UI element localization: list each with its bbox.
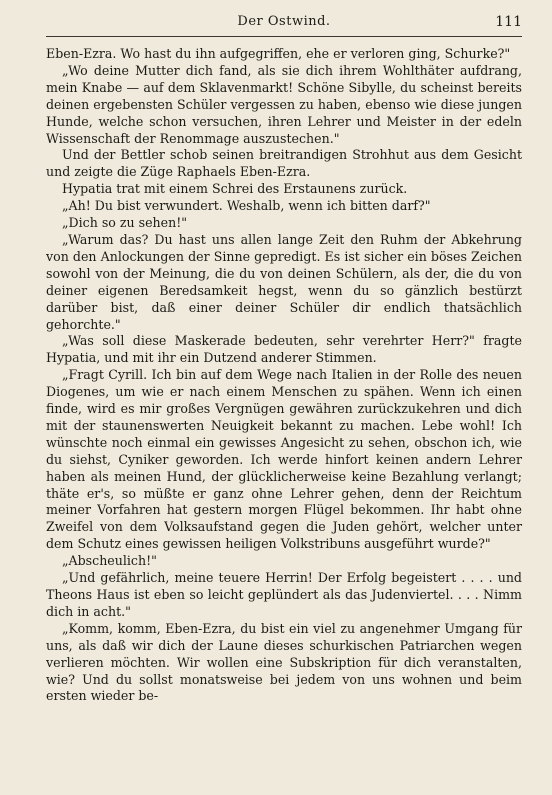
body-text	[46, 46, 522, 705]
paragraph: „Was soll diese Maskerade bedeuten, sehr verehrter Herr?" fragte Hypatia, und mit ihr ein Dutzend anderer Stimmen.	[46, 333, 522, 366]
paragraph: Hypatia trat mit einem Schrei des Erstaunens zurück.	[62, 181, 408, 197]
paragraph: „Warum das? Du hast uns allen lange Zeit den Ruhm der Abkehrung von den Anlockungen der Sinne gepredigt. Es ist sicher ein böses Zeichen sowohl von der Meinung, die du von deinen Schülern, als der, die du von deiner eigenen Beredsamkeit hegst, wenn du so gänzlich bestürzt darüber bist, daß einer deiner Schüler dir endlich thatsächlich gehorchte."	[46, 231, 522, 332]
paragraph: „Und gefährlich, meine teuere Herrin! Der Erfolg begeistert . . . . und Theons Haus ist eben so leicht geplündert als das Judenviertel. . . . Nimm dich in acht."	[46, 570, 522, 619]
page-number: 111	[495, 14, 522, 30]
paragraph: „Wo deine Mutter dich fand, als sie dich ihrem Wohlthäter aufdrang, mein Knabe — auf dem Sklavenmarkt! Schöne Sibylle, du scheinst bereits deinen ergebensten Schüler vergessen zu haben, ebenso wie diese jungen Hunde, welche schon versuchen, ihren Lehrer und Meister in der edeln Wissenschaft der Renommage auszustechen."	[46, 62, 522, 146]
paragraph: Eben-Ezra. Wo hast du ihn aufgegriffen, ehe er verloren ging, Schurke?"	[46, 46, 511, 61]
paragraph: Und der Bettler schob seinen breitrandigen Strohhut aus dem Gesicht und zeigte die Züge Raphaels Eben-Ezra.	[46, 147, 522, 180]
header-rule	[46, 36, 522, 37]
paragraph: „Abscheulich!"	[62, 553, 157, 569]
paragraph: „Fragt Cyrill. Ich bin auf dem Wege nach Italien in der Rolle des neuen Diogenes, um wie er nach einem Menschen zu spähen. Wenn ich einen finde, wird es mir großes Vergnügen gewähren zurückzukehren und dich mit der staunenswerten Neuigkeit bekannt zu machen. Lebe wohl! Ich wünschte noch einmal ein gewisses Angesicht zu sehen, obschon ich, wie du siehst, Cyniker geworden. Ich werde hinfort keinen andern Lehrer haben als meinen Hund, der glücklicherweise keine Bezahlung verlangt; thäte er's, so müßte er ganz ohne Lehrer gehen, denn der Reichtum meiner Vorfahren hat gestern morgen Flügel bekommen. Ihr habt ohne Zweifel von dem Volksaufstand gegen die Juden gehört, welcher unter dem Schutz eines gewissen heiligen Volkstribuns ausgeführt wurde?"	[46, 367, 522, 552]
paragraph: „Dich so zu sehen!"	[62, 215, 188, 231]
paragraph: „Komm, komm, Eben-Ezra, du bist ein viel zu angenehmer Umgang für uns, als daß wir dich der Laune dieses schurkischen Patriarchen wegen verlieren möchten. Wir wollen eine Subskription für dich veranstalten, wie? Und du sollst monatsweise bei jedem von uns wohnen und beim ersten wieder be-	[46, 620, 522, 704]
paragraph: „Ah! Du bist verwundert. Weshalb, wenn ich bitten darf?"	[62, 198, 431, 214]
running-head: Der Ostwind.	[237, 14, 331, 29]
page-header	[46, 14, 522, 36]
